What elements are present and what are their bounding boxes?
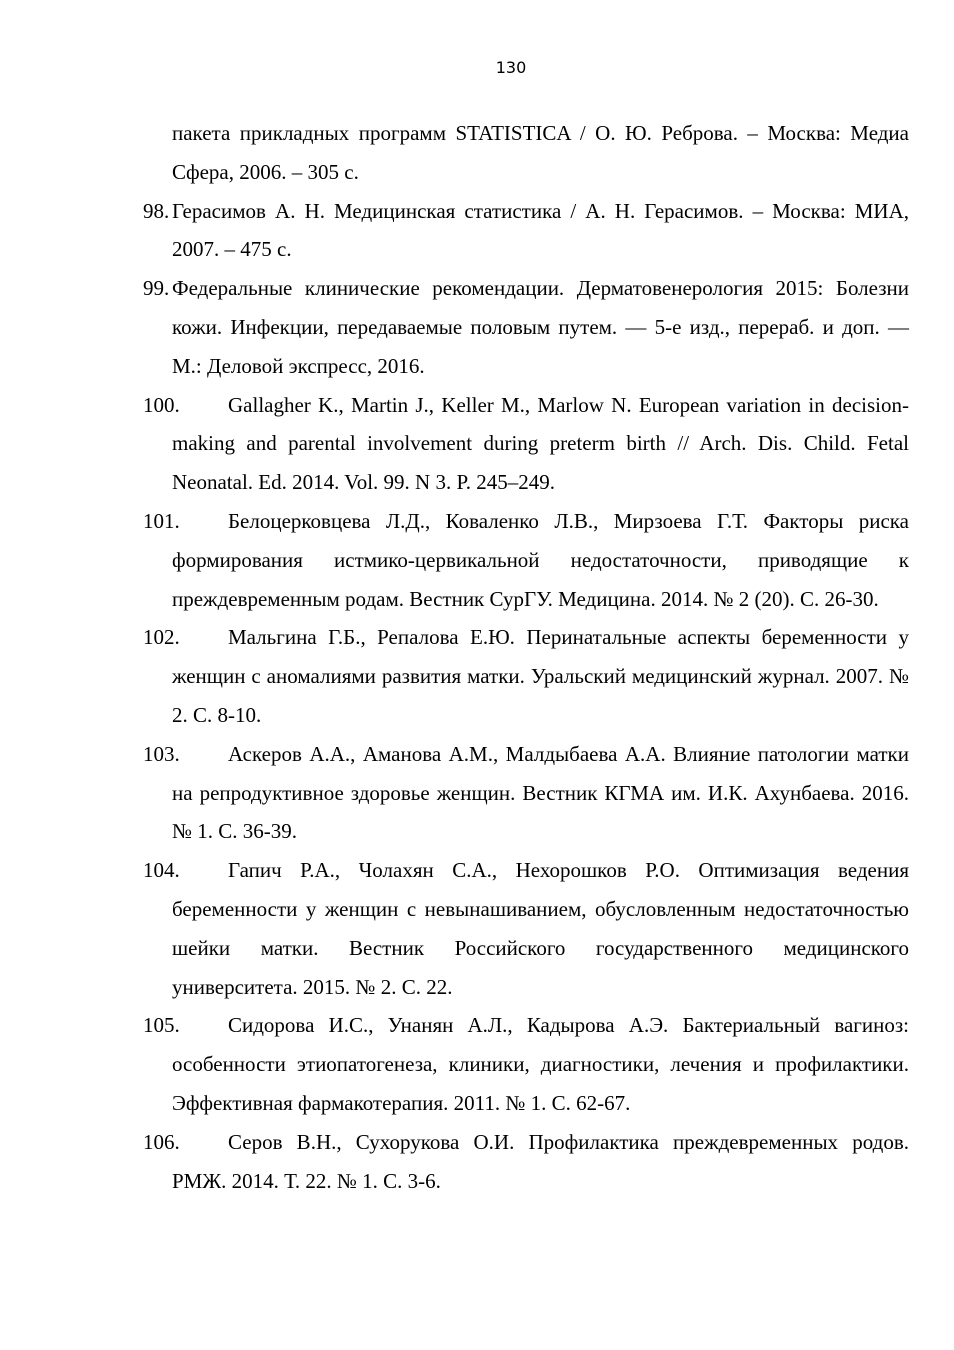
- reference-text: пакета прикладных программ STATISTICA / О. Ю. Реброва. – Москва: Медиа Сфера, 2006. – 305 с.: [172, 121, 909, 184]
- reference-item: [143, 192, 909, 270]
- reference-number: 103.: [143, 741, 180, 766]
- reference-item: [143, 735, 909, 851]
- page-number: 130: [495, 58, 527, 77]
- reference-item: [143, 1123, 909, 1201]
- reference-text: Аскеров А.А., Аманова А.М., Малдыбаева А.А. Влияние патологии матки на репродуктивное здоровье женщин. Вестник КГМА им. И.К. Ахунбаева. 2016. № 1. С. 36-39.: [172, 741, 909, 844]
- reference-text: Белоцерковцева Л.Д., Коваленко Л.В., Мирзоева Г.Т. Факторы риска формирования истмико-цервикальной недостаточности, приводящие к преждевременным родам. Вестник СурГУ. Медицина. 2014. № 2 (20). С. 26-30.: [172, 508, 909, 611]
- reference-text: Федеральные клинические рекомендации. Дерматовенерология 2015: Болезни кожи. Инфекции, передаваемые половым путем. — 5-е изд., перераб. и доп. — М.: Деловой экспресс, 2016.: [172, 276, 909, 378]
- reference-text: Серов В.Н., Сухорукова О.И. Профилактика преждевременных родов. РМЖ. 2014. Т. 22. № 1. С. 3-6.: [172, 1129, 909, 1193]
- reference-item: [143, 851, 909, 1006]
- reference-number: 100.: [143, 392, 180, 417]
- reference-number: 101.: [143, 508, 180, 533]
- reference-item: [143, 502, 909, 618]
- reference-text: Мальгина Г.Б., Репалова Е.Ю. Перинатальные аспекты беременности у женщин с аномалиями развития матки. Уральский медицинский журнал. 2007. № 2. С. 8-10.: [172, 625, 909, 727]
- reference-item: [143, 114, 909, 192]
- reference-item: [143, 386, 909, 502]
- reference-number: 99.: [143, 276, 170, 301]
- reference-item: [143, 269, 909, 385]
- reference-number: 104.: [143, 858, 180, 883]
- reference-number: 98.: [143, 198, 170, 223]
- reference-number: 102.: [143, 625, 180, 650]
- reference-text: Гапич Р.А., Чолахян С.А., Нехорошков Р.О. Оптимизация ведения беременности у женщин с невынашиванием, обусловленным недостаточностью шейки матки. Вестник Российского государственного медицинского университета. 2015. № 2. С. 22.: [172, 858, 909, 999]
- reference-text: Сидорова И.С., Унанян А.Л., Кадырова А.Э. Бактериальный вагиноз: особенности этиопатогенеза, клиники, диагностики, лечения и профилактики. Эффективная фармакотерапия. 2011. № 1. С. 62-67.: [172, 1013, 909, 1115]
- reference-item: [143, 618, 909, 734]
- reference-item: [143, 1006, 909, 1122]
- reference-number: 106.: [143, 1129, 180, 1154]
- reference-text: Герасимов А. Н. Медицинская статистика / А. Н. Герасимов. – Москва: МИА, 2007. – 475 с.: [172, 198, 909, 262]
- reference-text: Gallagher K., Martin J., Keller M., Marlow N. European variation in decision-making and parental involvement during preterm birth // Arch. Dis. Child. Fetal Neonatal. Ed. 2014. Vol. 99. N 3. P. 245–249.: [172, 392, 909, 495]
- reference-number: 105.: [143, 1013, 180, 1038]
- reference-list: [143, 114, 909, 1200]
